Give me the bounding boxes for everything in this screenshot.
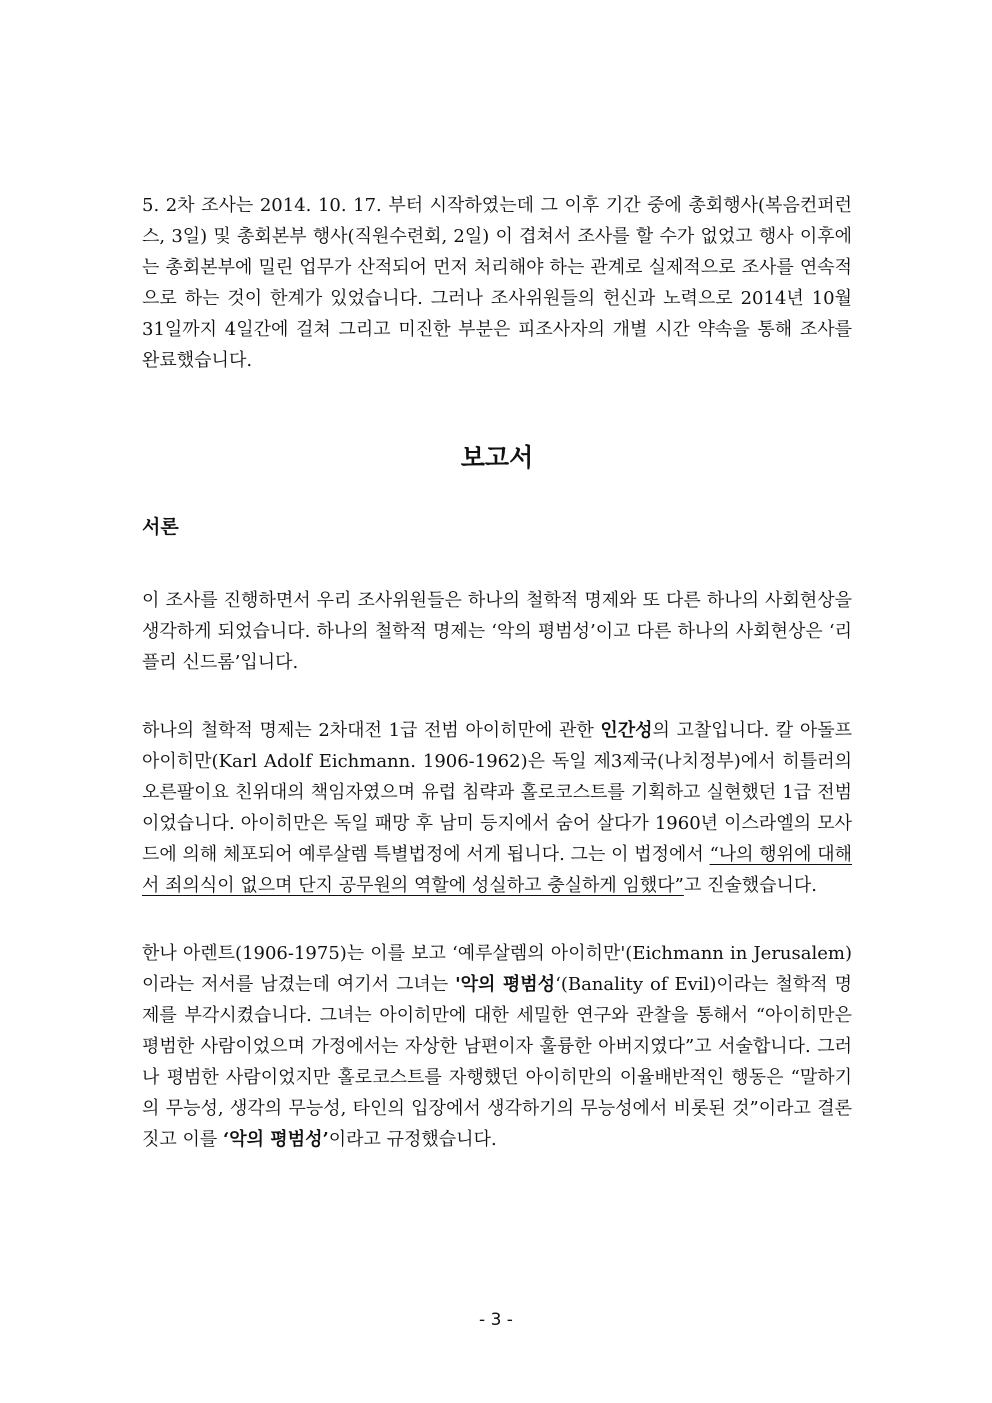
page-number: - 3 - [479, 1310, 513, 1330]
banality-of-evil-bold-1: '악의 평범성 [455, 974, 556, 995]
intro-p2-text-c: 고 진술했습니다. [683, 875, 818, 896]
banality-of-evil-bold-2: ‘악의 평범성’ [223, 1129, 329, 1150]
report-title: 보고서 [460, 443, 534, 472]
intro-p3-text-c: 이라고 규정했습니다. [328, 1129, 497, 1150]
intro-p2-bold-humanity: 인간성 [600, 720, 653, 741]
introduction-heading: 서론 [142, 516, 179, 538]
intro-p2-text-a: 하나의 철학적 명제는 2차대전 1급 전범 아이히만에 관한 [142, 720, 601, 741]
intro-p2-text-b: 의 고찰입니다. 칼 아돌프 아이히만(Karl Adolf Eichmann. 1906-1962)은 독일 제3제국(나치정부)에서 히틀러의 오른팔이요 친위대의 책임자였으며 유럽 침략과 홀로코스트를 기획하고 실현했던 1급 전범이었습니다. 아이히만은 독일 패망 후 남미 등지에서 숨어 살다가 1960년 이스라엘의 모사드에 의해 체포되어 예루살렘 특별법정에 서게 됩니다. 그는 이 법정에서 [142, 720, 852, 865]
section-5-paragraph: 5. 2차 조사는 2014. 10. 17. 부터 시작하였는데 그 이후 기간 중에 총회행사(복음컨퍼런스, 3일) 및 총회본부 행사(직원수련회, 2일) 이 겹쳐서 조사를 할 수가 없었고 행사 이후에는 총회본부에 밀린 업무가 산적되어 먼저 처리해야 하는 관계로 실제적으로 조사를 연속적으로 하는 것이 한계가 있었습니다. 그러나 조사위원들의 헌신과 노력으로 2014년 10월 31일까지 4일간에 걸쳐 그리고 미진한 부분은 피조사자의 개별 시간 약속을 통해 조사를 완료했습니다. [142, 195, 852, 371]
eichmann-quote-underlined: “나의 행위에 대해서 죄의식이 없으며 단지 공무원의 역할에 성실하고 충실하게 임했다” [142, 844, 852, 896]
intro-p3-text-b: ‘(Banality of Evil)이라는 철학적 명제를 부각시켰습니다. 그녀는 아이히만에 대한 세밀한 연구와 관찰을 통해서 “아이히만은 평범한 사람이었으며 가정에서는 자상한 남편이자 훌륭한 아버지였다”고 서술합니다. 그러나 평범한 사람이었지만 홀로코스트를 자행했던 아이히만의 이율배반적인 행동은 “말하기의 무능성, 생각의 무능성, 타인의 입장에서 생각하기의 무능성에서 비롯된 것”이라고 결론짓고 이를 [142, 974, 853, 1150]
intro-p3-text-a: 한나 아렌트(1906-1975)는 이를 보고 ‘예루살렘의 아이히만'(Eichmann in Jerusalem)이라는 저서를 남겼는데 여기서 그녀는 [142, 943, 852, 995]
intro-paragraph-1: 이 조사를 진행하면서 우리 조사위원들은 하나의 철학적 명제와 또 다른 하나의 사회현상을 생각하게 되었습니다. 하나의 철학적 명제는 ‘악의 평범성’이고 다른 하나의 사회현상은 ‘리플리 신드롬’입니다. [142, 590, 852, 673]
document-page [142, 190, 852, 1155]
intro-paragraph-2 [142, 715, 852, 901]
intro-paragraph-3 [142, 938, 852, 1155]
